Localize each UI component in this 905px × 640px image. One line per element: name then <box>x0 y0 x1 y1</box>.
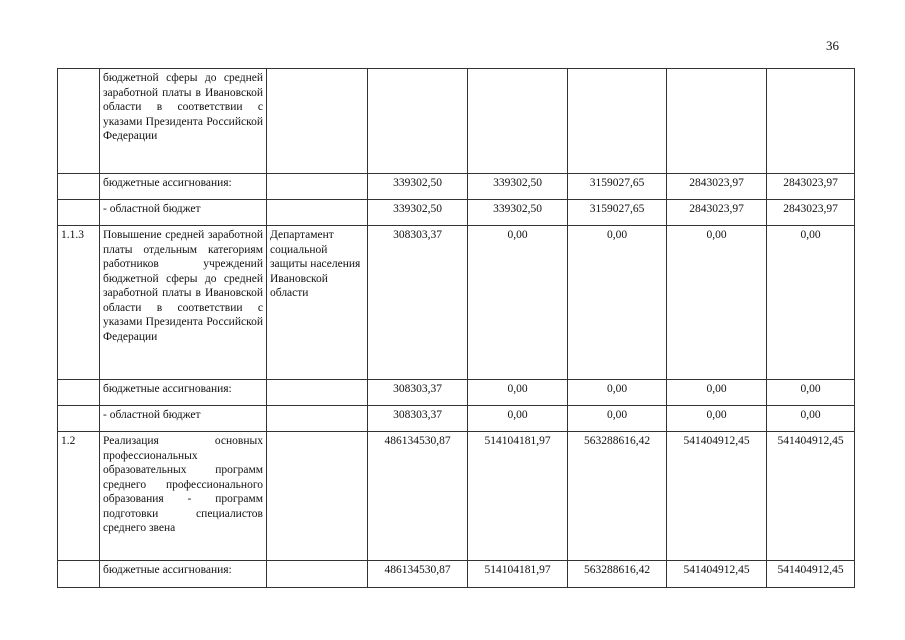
budget-table <box>57 68 855 588</box>
row-executor <box>267 406 368 432</box>
value-cell: 563288616,42 <box>568 561 667 588</box>
value-cell: 0,00 <box>568 226 667 380</box>
row-name: бюджетные ассигнования: <box>100 380 267 406</box>
value-cell: 339302,50 <box>368 174 468 200</box>
row-code <box>58 200 100 226</box>
row-code <box>58 69 100 174</box>
value-cell: 0,00 <box>667 226 767 380</box>
value-cell: 486134530,87 <box>368 561 468 588</box>
value-cell: 0,00 <box>568 406 667 432</box>
row-code <box>58 561 100 588</box>
row-code <box>58 406 100 432</box>
row-executor: Департамент социальной защиты населения Ивановской области <box>267 226 368 380</box>
value-cell: 2843023,97 <box>767 200 855 226</box>
row-name: бюджетные ассигнования: <box>100 174 267 200</box>
value-cell <box>368 69 468 174</box>
value-cell: 514104181,97 <box>468 561 568 588</box>
page-number: 36 <box>826 38 839 53</box>
value-cell: 0,00 <box>468 380 568 406</box>
table-row <box>58 561 855 588</box>
table-row <box>58 406 855 432</box>
value-cell: 308303,37 <box>368 380 468 406</box>
row-executor <box>267 561 368 588</box>
value-cell: 308303,37 <box>368 226 468 380</box>
value-cell: 0,00 <box>667 406 767 432</box>
table-row <box>58 69 855 174</box>
value-cell: 2843023,97 <box>667 200 767 226</box>
value-cell: 541404912,45 <box>767 561 855 588</box>
value-cell <box>568 69 667 174</box>
value-cell <box>667 69 767 174</box>
value-cell: 541404912,45 <box>767 432 855 561</box>
row-executor <box>267 69 368 174</box>
row-executor <box>267 380 368 406</box>
value-cell: 339302,50 <box>468 174 568 200</box>
value-cell: 3159027,65 <box>568 174 667 200</box>
value-cell: 563288616,42 <box>568 432 667 561</box>
row-code <box>58 380 100 406</box>
table-row <box>58 432 855 561</box>
row-code: 1.1.3 <box>58 226 100 380</box>
value-cell <box>468 69 568 174</box>
row-executor <box>267 174 368 200</box>
value-cell: 3159027,65 <box>568 200 667 226</box>
row-code <box>58 174 100 200</box>
table-row <box>58 380 855 406</box>
table-row <box>58 174 855 200</box>
table-row <box>58 226 855 380</box>
value-cell <box>767 69 855 174</box>
value-cell: 0,00 <box>468 406 568 432</box>
value-cell: 0,00 <box>468 226 568 380</box>
value-cell: 308303,37 <box>368 406 468 432</box>
table-row <box>58 200 855 226</box>
value-cell: 0,00 <box>667 380 767 406</box>
value-cell: 339302,50 <box>468 200 568 226</box>
value-cell: 0,00 <box>767 380 855 406</box>
value-cell: 339302,50 <box>368 200 468 226</box>
value-cell: 0,00 <box>767 406 855 432</box>
value-cell: 0,00 <box>568 380 667 406</box>
value-cell: 2843023,97 <box>667 174 767 200</box>
value-cell: 541404912,45 <box>667 561 767 588</box>
row-name: - областной бюджет <box>100 406 267 432</box>
value-cell: 0,00 <box>767 226 855 380</box>
row-name: - областной бюджет <box>100 200 267 226</box>
row-name: бюджетные ассигнования: <box>100 561 267 588</box>
row-executor <box>267 200 368 226</box>
row-name: Повышение средней заработной платы отдельным категориям работников учреждений бюджетной сферы до средней заработной платы в Ивановской области в соответствии с указами Президента Российской Федерации <box>100 226 267 380</box>
value-cell: 514104181,97 <box>468 432 568 561</box>
value-cell: 541404912,45 <box>667 432 767 561</box>
value-cell: 486134530,87 <box>368 432 468 561</box>
row-name: Реализация основных профессиональных образовательных программ среднего профессионального образования - программ подготовки специалистов среднего звена <box>100 432 267 561</box>
row-code: 1.2 <box>58 432 100 561</box>
value-cell: 2843023,97 <box>767 174 855 200</box>
row-name: бюджетной сферы до средней заработной платы в Ивановской области в соответствии с указами Президента Российской Федерации <box>100 69 267 174</box>
row-executor <box>267 432 368 561</box>
